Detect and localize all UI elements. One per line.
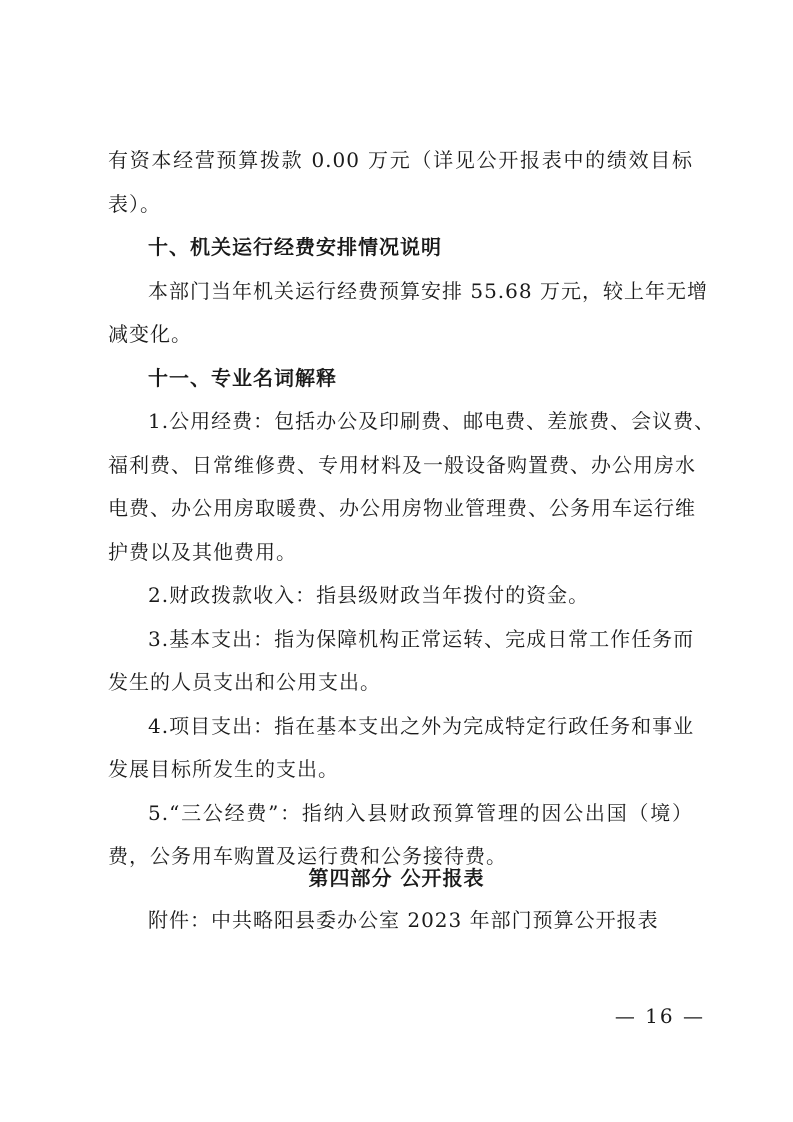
section-heading-10: 十、机关运行经费安排情况说明 [148,235,442,259]
term-item-1-line: 福利费、日常维修费、专用材料及一般设备购置费、办公用房水 [108,453,696,477]
term-item-5: 5.“三公经费”：指纳入县财政预算管理的因公出国（境） [148,801,693,825]
term-item-1-line: 电费、办公用房取暖费、办公用房物业管理费、公务用车运行维 [108,496,696,520]
paragraph-line: 减变化。 [108,322,192,346]
section-heading-11: 十一、专业名词解释 [148,366,337,390]
term-item-1: 1.公用经费：包括办公及印刷费、邮电费、差旅费、会议费、 [148,409,716,433]
term-item-4: 4.项目支出：指在基本支出之外为完成特定行政任务和事业 [148,714,695,738]
term-item-2: 2.财政拨款收入：指县级财政当年拨付的资金。 [148,583,590,607]
term-item-5-line: 费，公务用车购置及运行费和公务接待费。 [108,844,507,868]
attachment-line: 附件：中共略阳县委办公室 2023 年部门预算公开报表 [148,908,659,932]
term-item-1-line: 护费以及其他费用。 [108,540,297,564]
term-item-3: 3.基本支出：指为保障机构正常运转、完成日常工作任务而 [148,627,695,651]
paragraph-line: 有资本经营预算拨款 0.00 万元（详见公开报表中的绩效目标 [108,148,693,172]
paragraph-line: 表）。 [108,192,161,216]
term-item-4-line: 发展目标所发生的支出。 [108,757,339,781]
paragraph-line: 本部门当年机关运行经费预算安排 55.68 万元，较上年无增 [148,279,708,303]
page-number: — 16 — [614,1004,705,1028]
part-four-title: 第四部分 公开报表 [308,866,485,890]
term-item-3-line: 发生的人员支出和公用支出。 [108,670,381,694]
